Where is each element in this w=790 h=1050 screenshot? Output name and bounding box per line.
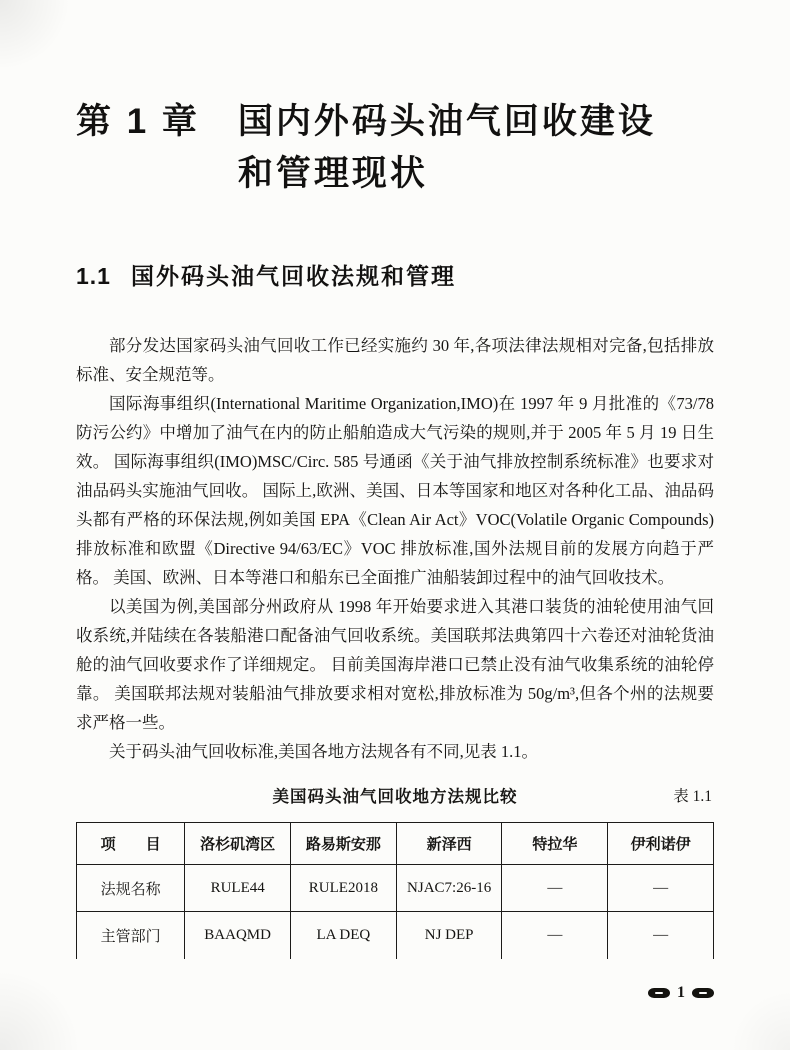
table-cell: 法规名称 xyxy=(77,865,185,912)
paragraph: 国际海事组织(International Maritime Organization,IMO)在 1997 年 9 月批准的《73/78 防污公约》中增加了油气在内的防止船舶造成大气污染的规则,并于 2005 年 5 月 19 日生效。 国际海事组织(IMO)MSC/Circ. 585 号通函《关于油气排放控制系统标准》也要求对油品码头实施油气回收。 国际上,欧洲、美国、日本等国家和地区对各种化工品、油品码头都有严格的环保法规,例如美国 EPA《Clean Air Act》VOC(Volatile Organic Compounds)排放标准和欧盟《Directive 94/63/EC》VOC 排放标准,国外法规目前的发展方向趋于严格。 美国、欧洲、日本等港口和船东已全面推广油船装卸过程中的油气回收技术。 xyxy=(76,394,714,587)
table-cell: NJAC7:26-16 xyxy=(396,865,502,912)
table-cell: RULE44 xyxy=(185,865,291,912)
table-cell: — xyxy=(502,865,608,912)
table-header-cell: 项 目 xyxy=(77,823,185,865)
paragraph: 部分发达国家码头油气回收工作已经实施约 30 年,各项法律法规相对完备,包括排放标准、安全规范等。 xyxy=(76,336,714,384)
table-cell: RULE2018 xyxy=(291,865,397,912)
page-footer xyxy=(648,984,714,1002)
table-row xyxy=(77,912,714,959)
section-heading xyxy=(76,258,714,291)
footer-ornament-icon xyxy=(648,988,670,998)
table-row xyxy=(77,865,714,912)
table-cell: NJ DEP xyxy=(396,912,502,959)
regulation-comparison-table xyxy=(76,822,714,959)
page-number: 1 xyxy=(677,984,685,1001)
paragraph: 以美国为例,美国部分州政府从 1998 年开始要求进入其港口装货的油轮使用油气回收系统,并陆续在各装船港口配备油气回收系统。美国联邦法典第四十六卷还对油轮货油舱的油气回收要求作了详细规定。 目前美国海岸港口已禁止没有油气收集系统的油轮停靠。 美国联邦法规对装船油气排放要求相对宽松,排放标准为 50g/m³,但各个州的法规要求严格一些。 xyxy=(76,597,714,732)
chapter-title-line2: 和管理现状 xyxy=(237,154,428,193)
table-header-cell: 新泽西 xyxy=(396,823,502,865)
section-title: 国外码头油气回收法规和管理 xyxy=(130,263,456,289)
chapter-title xyxy=(76,96,714,200)
chapter-name xyxy=(238,96,656,200)
body-text xyxy=(76,331,714,766)
table-cell: BAAQMD xyxy=(185,912,291,959)
table-header-cell: 洛杉矶湾区 xyxy=(185,823,291,865)
table-cell: 主管部门 xyxy=(77,912,185,959)
table-header-cell: 伊利诺伊 xyxy=(608,823,714,865)
footer-ornament-icon xyxy=(692,988,714,998)
table-caption: 美国码头油气回收地方法规比较 xyxy=(272,788,518,806)
table-caption-row xyxy=(76,784,714,810)
table-header-row xyxy=(77,823,714,865)
chapter-number: 第 1 章 xyxy=(76,102,200,141)
section-number: 1.1 xyxy=(76,263,111,289)
table-cell: — xyxy=(608,865,714,912)
table-cell: — xyxy=(502,912,608,959)
chapter-title-line1: 国内外码头油气回收建设 xyxy=(237,102,656,141)
table-header-cell: 路易斯安那 xyxy=(291,823,397,865)
table-cell: LA DEQ xyxy=(291,912,397,959)
paragraph: 关于码头油气回收标准,美国各地方法规各有不同,见表 1.1。 xyxy=(109,742,538,761)
table-number-label: 表 1.1 xyxy=(673,788,712,805)
table-header-cell: 特拉华 xyxy=(502,823,608,865)
table-cell: — xyxy=(608,912,714,959)
